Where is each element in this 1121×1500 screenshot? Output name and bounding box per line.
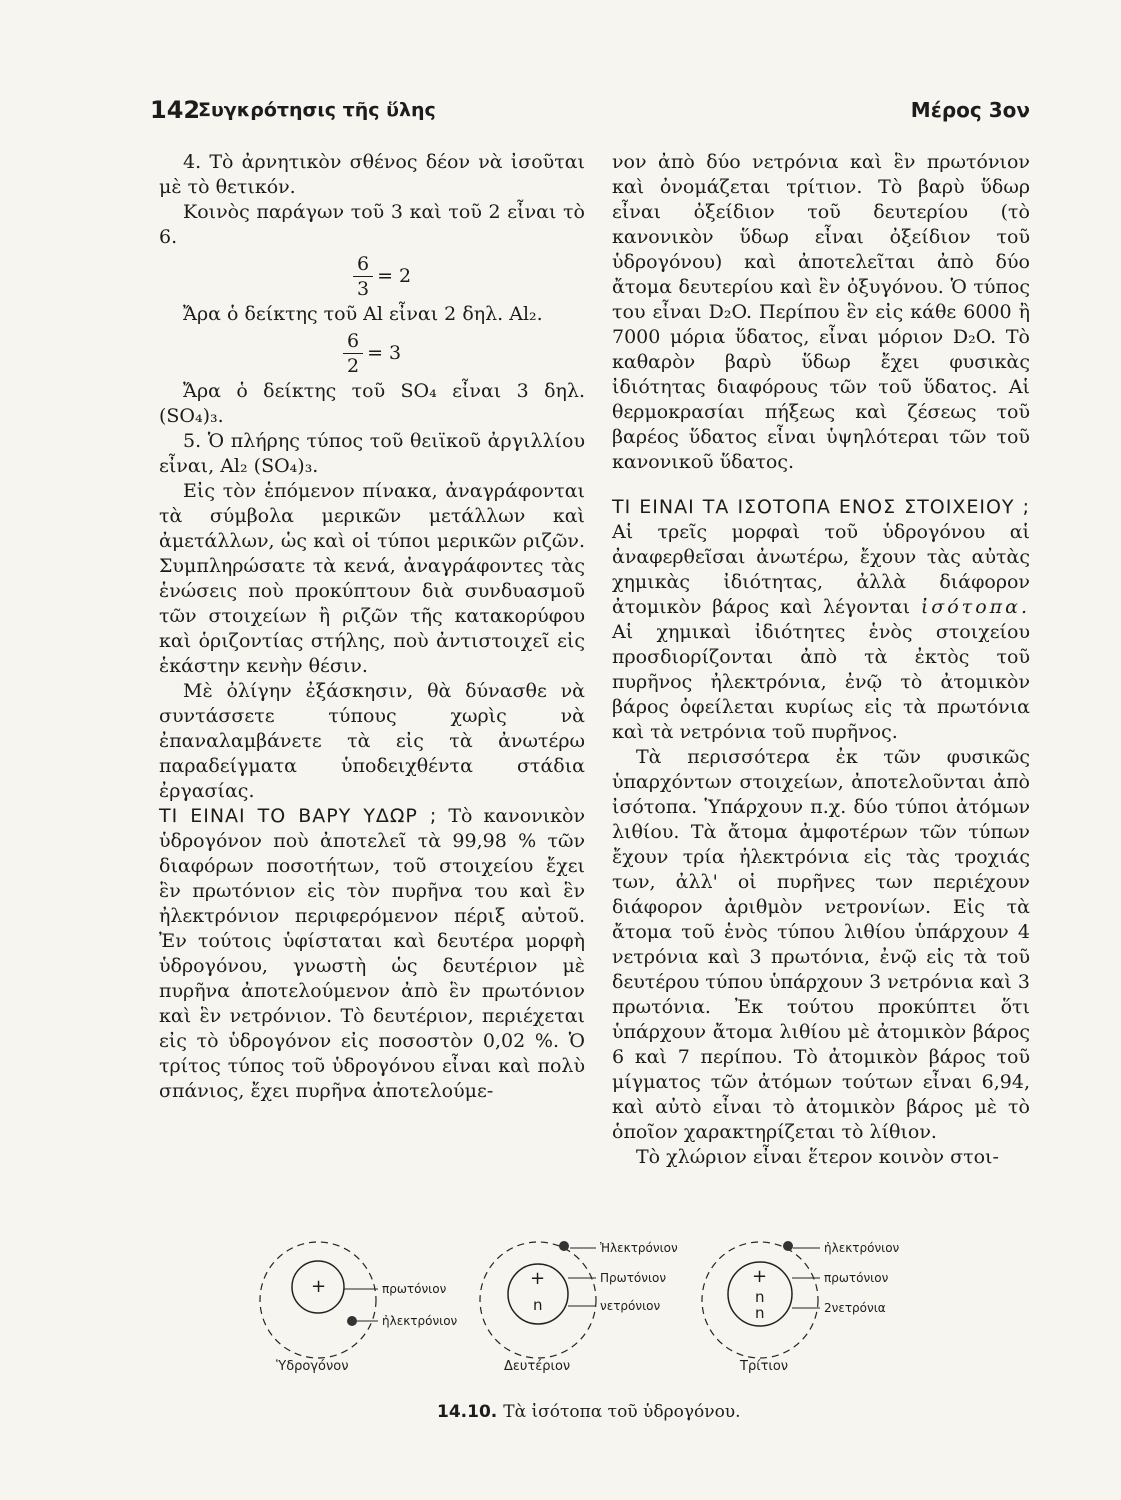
numerator: 6 [353,252,373,277]
paragraph: Τὰ περισσότερα ἐκ τῶν φυσικῶς ὑπαρχόντων στοιχείων, ἀποτελοῦνται ἀπὸ ἰσότοπα. Ὑπάρχουν π.χ. δύο τύποι ἀτόμων λιθίου. Τὰ ἄτομα ἀμφοτέρων τῶν τύπων ἔχουν τρία ἠλεκτρόνια εἰς τὰς τροχιάς των, ἀλλ' οἱ πυρῆνες των περιέχουν διάφορον ἀριθμὸν νετρονίων. Εἰς τὰ ἄτομα τοῦ ἑνὸς τύπου λιθίου ὑπάρχουν 4 νετρόνια καὶ 3 πρωτόνια, ἐνῷ εἰς τὰ τοῦ δευτέρου τύπου ὑπάρχουν 3 νετρόνια καὶ 3 πρωτόνια. Ἐκ τούτου προκύπτει ὅτι ὑπάρχουν ἄτομα λιθίου μὲ ἀτομικὸν βάρος 6 καὶ 7 περίπου. Τὸ ἀτομικὸν βάρος τοῦ μίγματος τῶν ἀτόμων τούτων εἶναι 6,94, καὶ αὐτὸ εἶναι τὸ ἀτομικὸν βάρος μὲ τὸ ὁποῖον χαρακτηρίζεται τὸ λίθιον. [612,746,1030,1143]
paragraph: 5. Ὁ πλήρης τύπος τοῦ θειϊκοῦ ἀργιλλίου εἶναι, Al₂ (SO₄)₃. [159,430,585,477]
paragraph: Μὲ ὀλίγην ἐξάσκησιν, θὰ δύνασθε νὰ συντάσσετε τύπους χωρὶς νὰ ἐπαναλαμβάνετε τὰ εἰς τὰ ἀνωτέρω παραδείγματα ὑποδειχθέντα στάδια ἐργασίας. [159,680,585,802]
proton-symbol: + [311,1276,327,1297]
paragraph: 4. Τὸ ἀρνητικὸν σθένος δέον νὰ ἰσοῦται μὲ τὸ θετικόν. [159,151,585,198]
proton-label: πρωτόνιον [824,1271,889,1285]
electron-label: ἠλεκτρόνιον [382,1314,458,1328]
electron-label: ἠλεκτρόνιον [824,1241,900,1255]
paragraph: Ἄρα ὁ δείκτης τοῦ Al εἶναι 2 δηλ. Al₂. [183,303,543,325]
hydrogen-name: Ὑδρογόνον [276,1359,349,1374]
spaced-term: ἰσότοπα. [920,596,1030,618]
paragraph-text: Αἱ τρεῖς μορφαὶ τοῦ ὑδρογόνου αἱ ἀναφερθεῖσαι ἀνωτέρω, ἔχουν τὰς αὐτὰς χημικὰς ἰδιότητας, ἀλλὰ διάφορον ἀτομικὸν βάρος καὶ λέγονται [612,521,1030,618]
denominator: 3 [357,277,370,300]
equation [159,327,585,379]
left-column [159,150,585,1104]
page-header [150,96,1030,132]
right-column [612,150,1030,1170]
proton-label: πρωτόνιον [382,1282,447,1296]
neutron-symbol: n [533,1296,543,1314]
electron-orbit [260,1242,376,1358]
isotopes-figure [240,1232,960,1382]
paragraph: Κοινὸς παράγων τοῦ 3 καὶ τοῦ 2 εἶναι τὸ 6. [159,201,585,248]
proton-symbol: + [530,1268,546,1289]
section-heading: ΤΙ ΕΙΝΑΙ ΤΑ ΙΣΟΤΟΠΑ ΕΝΟΣ ΣΤΟΙΧΕΙΟΥ ; [612,496,1030,518]
electron [783,1241,793,1251]
tritium-name: Τρίτιον [740,1359,789,1374]
paragraph: Ἄρα ὁ δείκτης τοῦ SO₄ εἶναι 3 δηλ. (SO₄)₃. [159,380,585,427]
caption-text: Τὰ ἰσότοπα τοῦ ὑδρογόνου. [503,1402,741,1422]
hydrogen-atom [260,1242,378,1358]
neutron-symbol: n [755,1288,765,1306]
fraction [343,329,363,378]
section-heading: ΤΙ ΕΙΝΑΙ ΤΟ ΒΑΡΥ ΥΔΩΡ ; [159,805,438,827]
paragraph-heavy-water [159,804,585,1104]
electron-label: Ἠλεκτρόνιον [600,1241,678,1255]
paragraph-text: Αἱ χημικαὶ ἰδιότητες ἑνὸς στοιχείου προσδιορίζονται ἀπὸ τὰ ἐκτὸς τοῦ πυρῆνος ἠλεκτρόνια, ἐνῷ τὸ ἀτομικὸν βάρος ὀφείλεται κυρίως εἰς τὰ πρωτόνια καὶ τὰ νετρόνια τοῦ πυρῆνος. [612,621,1030,743]
equation-result: = 3 [367,341,402,364]
proton-symbol: + [752,1266,768,1287]
paragraph-text: Τὸ κανονικὸν ὑδρογόνον ποὺ ἀποτελεῖ τὰ 99,98 % τῶν διαφόρων ποσοτήτων, τοῦ στοιχείου ἔχει ἓν πρωτόνιον εἰς τὸν πυρῆνα του καὶ ἓν ἠλεκτρόνιον περιφερόμενον πέριξ αὐτοῦ. Ἐν τούτοις ὑφίσταται καὶ δευτέρα μορφὴ ὑδρογόνου, γνωστὴ ὡς δευτέριον μὲ πυρῆνα ἀποτελούμενον ἀπὸ ἓν πρωτόνιον καὶ ἓν νετρόνιον. Τὸ δευτέριον, περιέχεται εἰς τὸ ὑδρογόνον εἰς ποσοστὸν 0,02 %. Ὁ τρίτος τύπος τοῦ ὑδρογόνου εἶναι καὶ πολὺ σπάνιος, ἔχει πυρῆνα ἀποτελούμε- [159,805,586,1102]
equation [159,250,585,302]
electron [559,1241,569,1251]
page-number: 142 [150,96,201,124]
numerator: 6 [343,329,363,354]
fraction [353,252,373,301]
paragraph-isotopes [612,495,1030,745]
neutron-label: 2νετρόνια [824,1301,886,1315]
neutron-symbol: n [755,1304,765,1322]
caption-number: 14.10. [437,1402,498,1422]
denominator: 2 [347,354,360,377]
deuterium-name: Δευτέριον [504,1359,571,1374]
neutron-label: νετρόνιον [600,1299,661,1313]
equation-result: = 2 [377,264,412,287]
paragraph: νον ἀπὸ δύο νετρόνια καὶ ἓν πρωτόνιον καὶ ὀνομάζεται τρίτιον. Τὸ βαρὺ ὕδωρ εἶναι ὀξείδιον τοῦ δευτερίου (τὸ κανονικὸν ὕδωρ εἶναι ὀξείδιον τοῦ ὑδρογόνου) καὶ ἀποτελεῖται ἀπὸ δύο ἄτομα δευτερίου καὶ ἓν ὀξυγόνου. Ὁ τύπος του εἶναι D₂O. Περίπου ἓν εἰς κάθε 6000 ἢ 7000 μόρια ὕδατος, εἶναι μόριον D₂O. Τὸ καθαρὸν βαρὺ ὕδωρ ἔχει φυσικὰς ἰδιότητας διαφόρους τῶν τοῦ ὕδατος. Αἱ θερμοκρασίαι πήξεως καὶ ζέσεως τοῦ βαρέος ὕδατος εἶναι ὑψηλότεραι τῶν τοῦ κανονικοῦ ὕδατος. [612,151,1030,473]
proton-label: Πρωτόνιον [600,1271,667,1285]
running-title: Συγκρότησις τῆς ὕλης [198,99,436,121]
paragraph: Τὸ χλώριον εἶναι ἕτερον κοινὸν στοι- [636,1146,999,1168]
paragraph: Εἰς τὸν ἑπόμενον πίνακα, ἀναγράφονται τὰ σύμβολα μερικῶν μετάλλων καὶ ἀμετάλλων, ὡς καὶ οἱ τύποι μερικῶν ριζῶν. Συμπληρώσατε τὰ κενά, ἀναγράφοντες τὰς ἑνώσεις ποὺ προκύπτουν διὰ συνδυασμοῦ τῶν στοιχείων ἢ ριζῶν τῆς κατακορύφου καὶ ὁριζοντίας στήλης, ποὺ ἀντιστοιχεῖ εἰς ἑκάστην κενὴν θέσιν. [159,480,585,677]
part-label: Μέρος 3ον [910,98,1030,122]
electron [347,1316,357,1326]
figure-caption [437,1402,741,1422]
